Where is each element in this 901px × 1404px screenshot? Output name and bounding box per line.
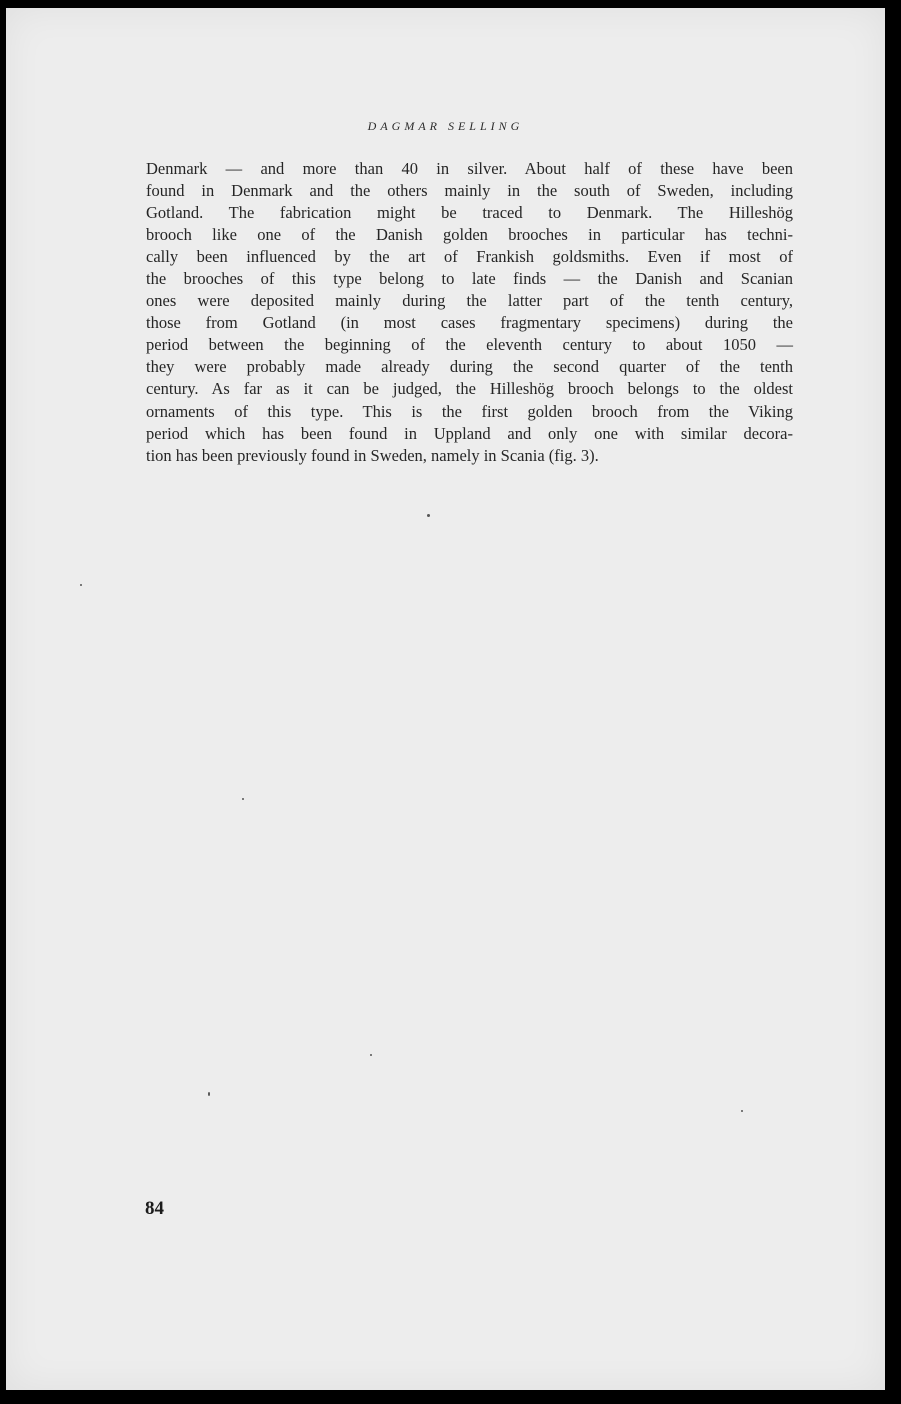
dust-speck (370, 1054, 372, 1056)
text-line: the brooches of this type belong to late finds — the Danish and Scanian (146, 269, 793, 289)
text-line: period which has been found in Uppland and only one with similar decora- (146, 423, 793, 443)
text-line: ornaments of this type. This is the first golden brooch from the Viking (146, 401, 793, 421)
text-line: century. As far as it can be judged, the Hilleshög brooch belongs to the oldest (146, 379, 793, 399)
text-line: found in Denmark and the others mainly in the south of Sweden, including (146, 181, 793, 201)
text-line: those from Gotland (in most cases fragmentary specimens) during the (146, 313, 793, 333)
running-head: DAGMAR SELLING (367, 119, 524, 133)
dust-speck (427, 514, 430, 517)
text-line: they were probably made already during the second quarter of the tenth (146, 357, 793, 377)
dust-speck (741, 1110, 743, 1112)
book-page (6, 8, 885, 1390)
text-line: Gotland. The fabrication might be traced to Denmark. The Hilleshög (146, 203, 793, 223)
text-line: Denmark — and more than 40 in silver. About half of these have been (146, 159, 793, 178)
text-line: brooch like one of the Danish golden brooches in particular has techni- (146, 225, 793, 245)
dust-speck (80, 584, 82, 586)
text-line: cally been influenced by the art of Frankish goldsmiths. Even if most of (146, 247, 793, 267)
body-paragraph (146, 158, 793, 467)
text-line: ones were deposited mainly during the latter part of the tenth century, (146, 291, 793, 311)
text-line: period between the beginning of the eleventh century to about 1050 — (146, 335, 793, 355)
page-number: 84 (145, 1198, 164, 1219)
text-line: tion has been previously found in Sweden, namely in Scania (fig. 3). (146, 445, 599, 465)
dust-speck (242, 798, 244, 800)
dust-speck (208, 1092, 210, 1096)
